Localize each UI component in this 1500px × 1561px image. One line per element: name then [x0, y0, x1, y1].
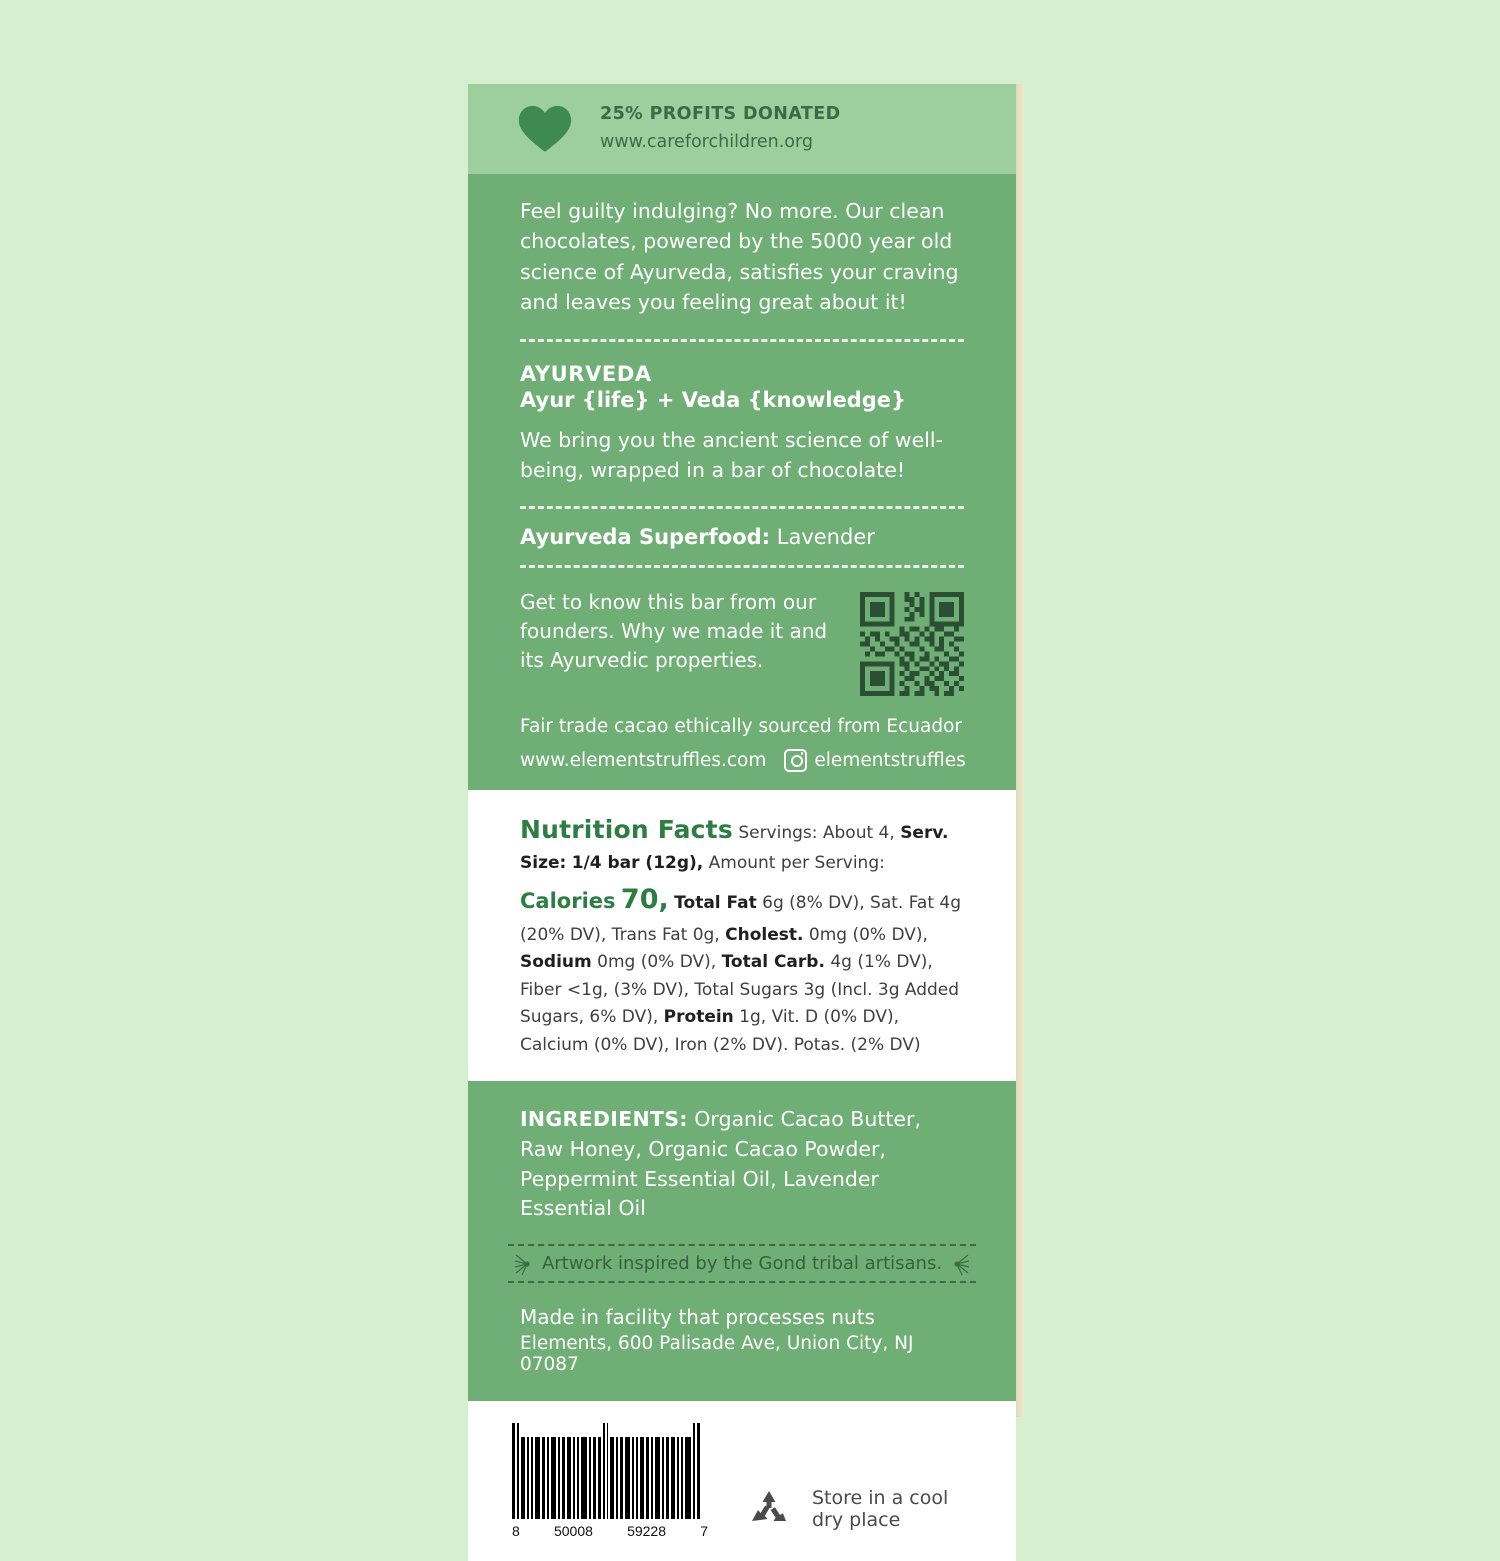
ayurveda-subheading: Ayur {life} + Veda {knowledge} — [520, 388, 906, 413]
divider-3 — [468, 565, 1016, 568]
barcode-right-digit: 7 — [700, 1523, 708, 1540]
donation-text — [600, 103, 841, 154]
package-edge — [1016, 84, 1024, 1417]
ingredients-label: INGREDIENTS: — [520, 1107, 688, 1132]
ayurveda-body: We bring you the ancient science of well-being, wrapped in a bar of chocolate! — [520, 428, 943, 483]
qr-code[interactable] — [860, 592, 964, 696]
ayurveda-section — [468, 342, 1016, 505]
ingredients-section — [468, 1081, 1016, 1244]
nutrition-serv-size-value: 1/4 bar (12g), — [571, 853, 704, 874]
artwork-note — [508, 1244, 976, 1283]
nutrition-sodium-label: Sodium — [520, 952, 592, 973]
barcode-group-1: 50008 — [553, 1523, 593, 1540]
nutrition-sodium-value: 0mg (0% DV), — [591, 952, 722, 973]
superfood-value: Lavender — [776, 524, 875, 549]
artwork-note-text: Artwork inspired by the Gond tribal artisans. — [541, 1253, 943, 1275]
nutrition-amount-label: Amount per Serving: — [708, 853, 885, 874]
nutrition-cholesterol-value: 0mg (0% DV), — [803, 924, 928, 945]
nutrition-protein-value: 1g, Vit. D (0% DV), Calcium (0% DV), Iron (2% DV). Potas. (2% DV) — [520, 1007, 921, 1055]
superfood-line — [468, 509, 1016, 565]
storage-text: Store in a cool dry place — [812, 1487, 949, 1532]
divider-1 — [468, 339, 1016, 342]
instagram-icon — [784, 749, 807, 772]
company-address: Elements, 600 Palisade Ave, Union City, NJ 07087 — [520, 1333, 914, 1376]
barcode-group-2: 59228 — [627, 1523, 667, 1540]
barcode-bars — [512, 1423, 702, 1519]
website-link[interactable]: www.elementstruffles.com — [520, 749, 767, 771]
donation-url[interactable]: www.careforchildren.org — [600, 132, 813, 152]
facility-note: Made in facility that processes nuts — [520, 1305, 875, 1330]
chocolate-bar-package-back — [468, 84, 1024, 1540]
founders-section — [468, 568, 1016, 702]
barcode-left-digit: 8 — [512, 1523, 520, 1540]
superfood-label: Ayurveda Superfood: — [520, 524, 771, 549]
ingredients-list: Organic Cacao Butter, Raw Honey, Organic Cacao Powder, Peppermint Essential Oil, Lavender Essential Oil — [520, 1107, 921, 1221]
nutrition-total-fat-value: 6g (8% DV), Sat. Fat 4g (20% DV), Trans Fat 0g, — [520, 892, 962, 945]
nutrition-calories-label: Calories — [520, 888, 616, 913]
donation-title: 25% PROFITS DONATED — [600, 104, 841, 125]
nutrition-facts-title: Nutrition Facts — [520, 814, 733, 844]
founders-text: Get to know this bar from our founders. Why we made it and its Ayurvedic properties. — [520, 589, 828, 672]
burst-right-icon — [944, 1251, 970, 1277]
donation-band — [468, 84, 1016, 174]
nutrition-total-carb-value: 4g (1% DV), Fiber <1g, (3% DV), Total Sugars 3g (Incl. 3g Added Sugars, 6% DV), — [520, 952, 960, 1028]
nutrition-total-fat-label: Total Fat — [674, 892, 757, 913]
ayurveda-heading: AYURVEDA — [520, 362, 652, 387]
nutrition-total-carb-label: Total Carb. — [721, 952, 825, 973]
upc-barcode — [512, 1423, 708, 1540]
fair-trade-note: Fair trade cacao ethically sourced from Ecuador — [520, 715, 963, 737]
instagram-handle[interactable]: elementstruffles — [814, 749, 966, 771]
nutrition-facts-panel — [468, 790, 1016, 1081]
heart-icon — [518, 104, 572, 154]
barcode-digits — [512, 1523, 708, 1539]
barcode-strip — [468, 1401, 1016, 1561]
nutrition-cholesterol-label: Cholest. — [725, 924, 804, 945]
nutrition-servings: Servings: About 4, — [738, 822, 895, 843]
nutrition-protein-label: Protein — [663, 1007, 734, 1028]
burst-left-icon — [514, 1251, 540, 1277]
divider-2 — [468, 506, 1016, 509]
package-back-panel — [468, 84, 1016, 1540]
artwork-note-wrap — [468, 1244, 1016, 1283]
nutrition-serv-size-label: Serv. Size: — [520, 822, 949, 874]
intro-paragraph: Feel guilty indulging? No more. Our clean chocolates, powered by the 5000 year old science of Ayurveda, satisfies your craving and leaves you feeling great about it! — [520, 199, 959, 314]
nutrition-calories-value: 70, — [620, 883, 669, 915]
recycle-icon — [748, 1488, 790, 1530]
storage-info — [748, 1487, 976, 1531]
social-links — [468, 737, 1016, 790]
